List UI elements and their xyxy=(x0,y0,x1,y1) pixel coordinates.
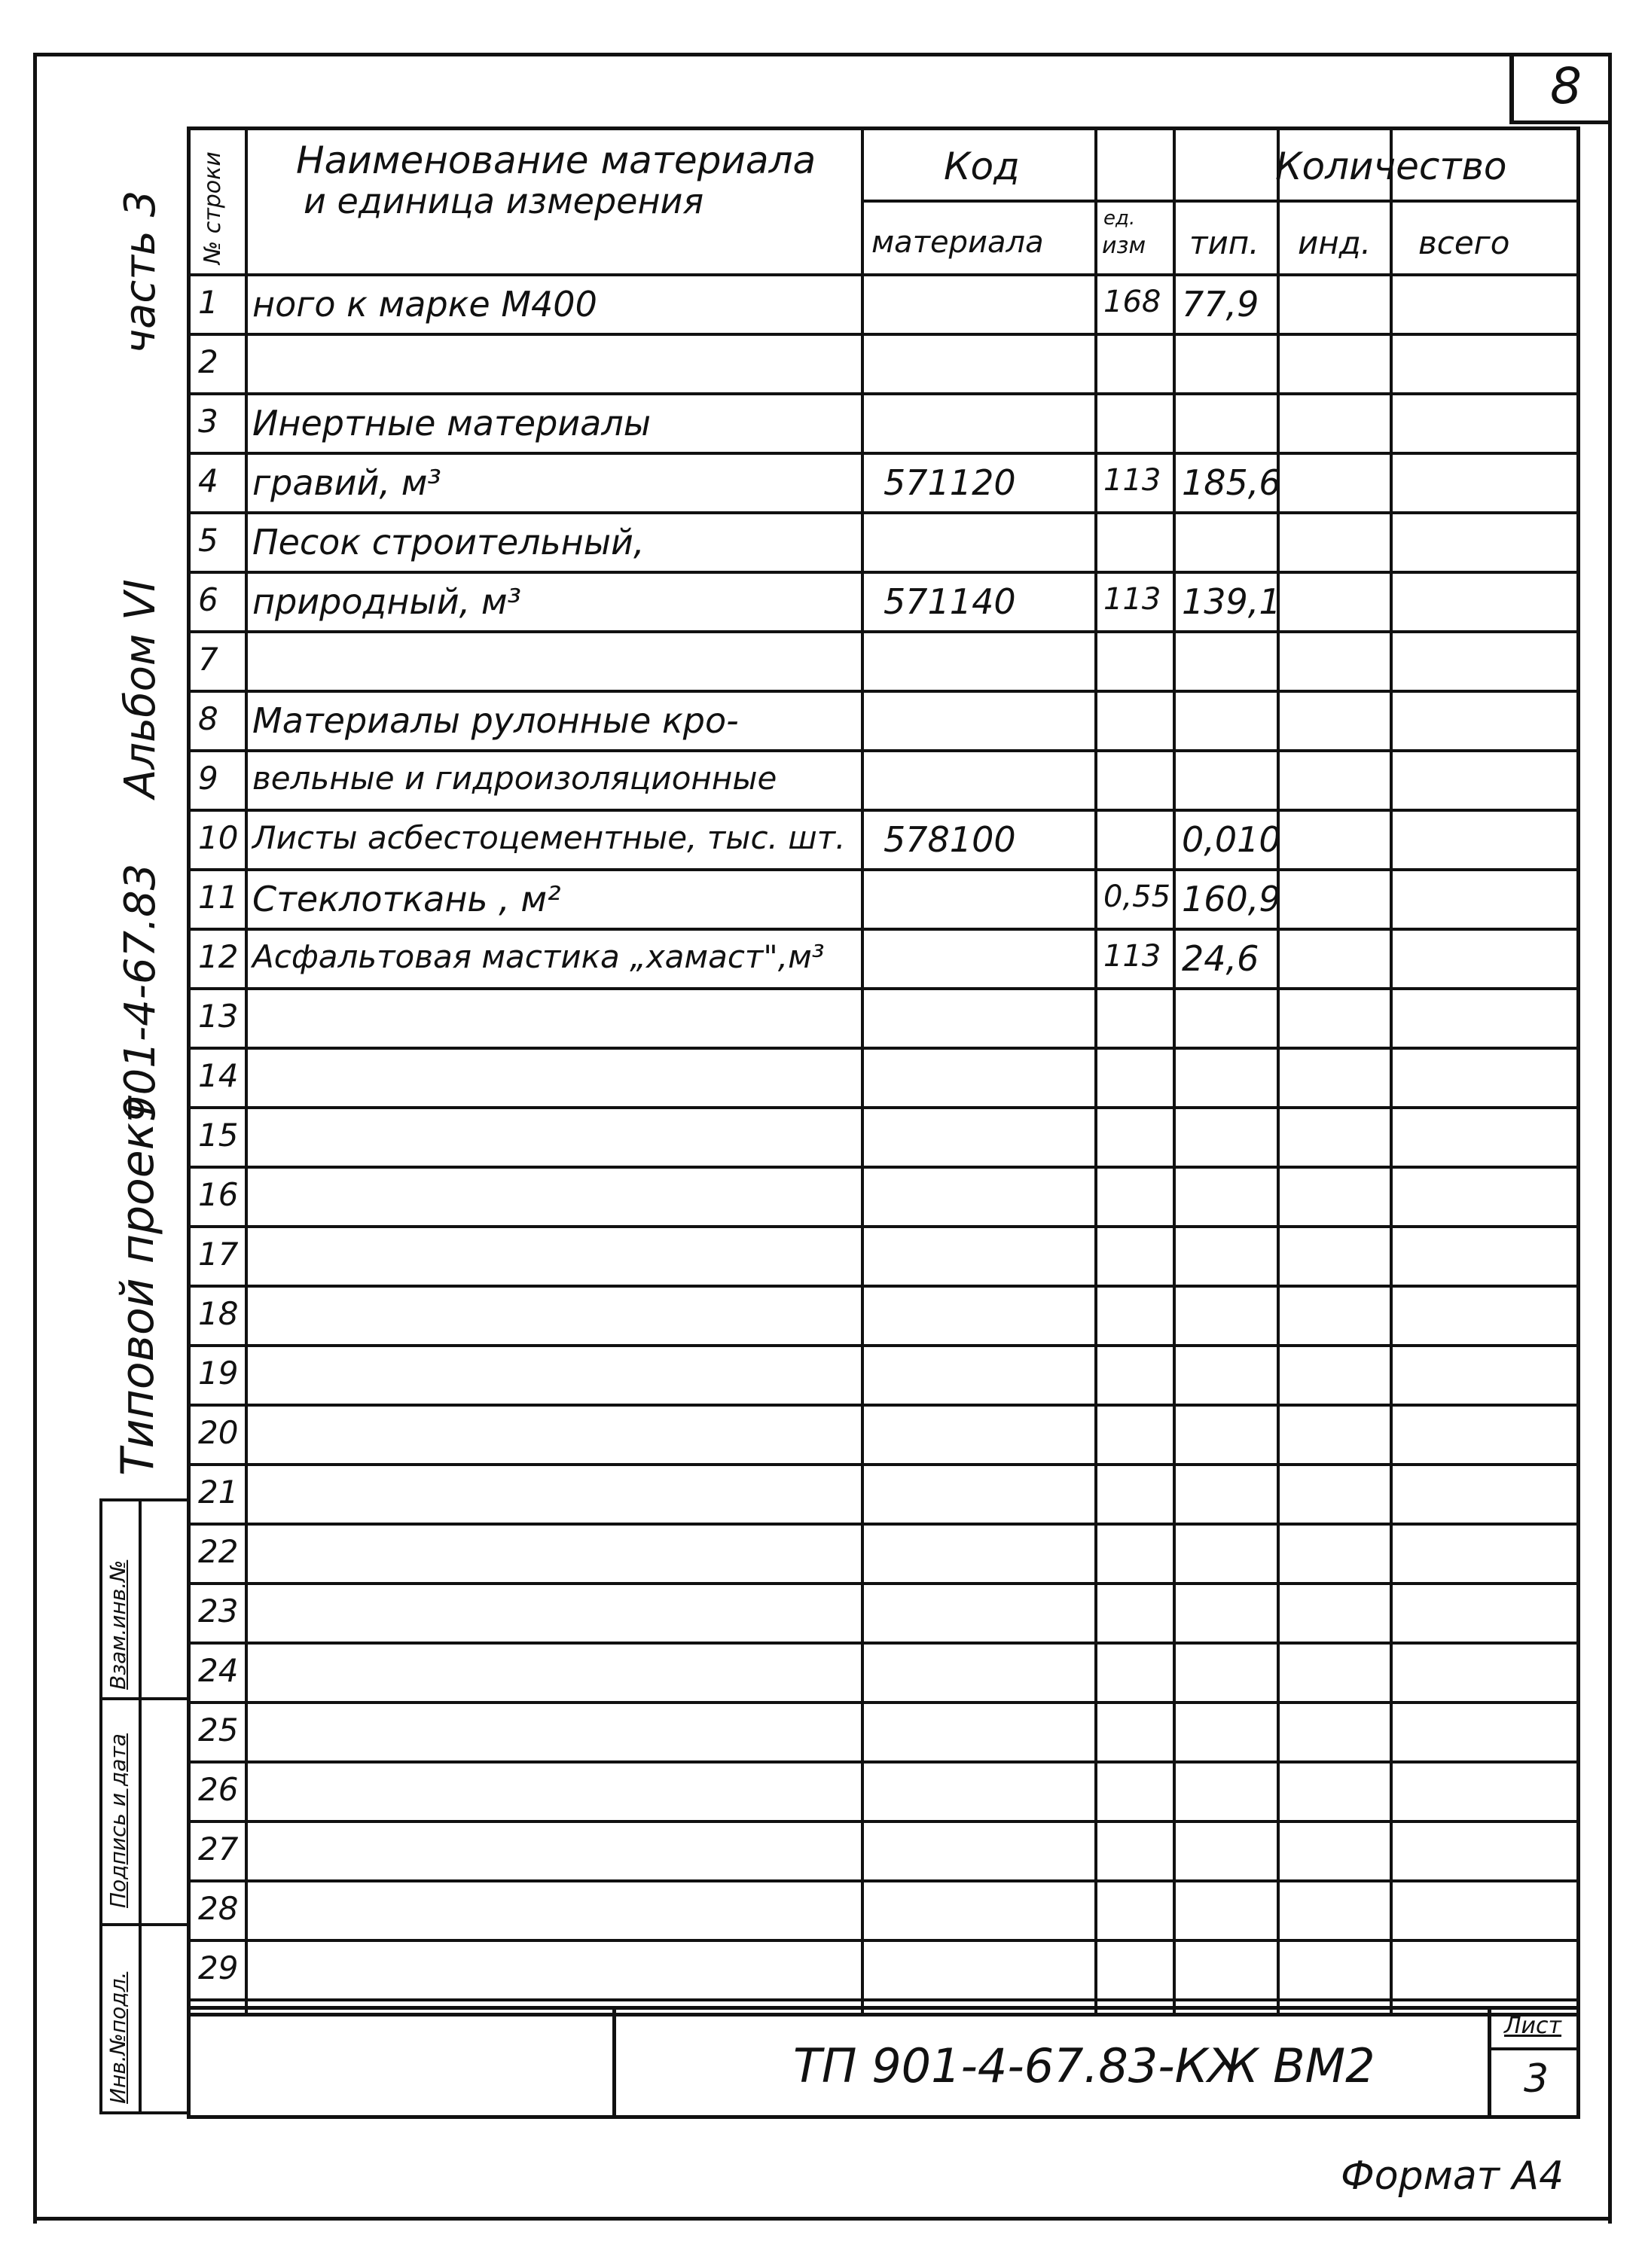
row-unit: 113 xyxy=(1103,463,1161,498)
row-number: 26 xyxy=(198,1771,239,1808)
row-typ: 160,9 xyxy=(1182,879,1281,919)
row-separator xyxy=(191,1998,1576,2001)
stamp-replace-label: Взам.инв.№ xyxy=(105,1559,130,1690)
sheet-value: 3 xyxy=(1524,2056,1549,2102)
row-number: 5 xyxy=(198,522,218,559)
row-separator xyxy=(191,1047,1576,1050)
col-qty-typ-header: тип. xyxy=(1189,224,1259,261)
row-separator xyxy=(191,452,1576,455)
row-number: 29 xyxy=(198,1949,239,1986)
row-name: ного к марке М400 xyxy=(252,284,597,325)
row-separator xyxy=(191,511,1576,514)
row-number: 11 xyxy=(198,879,239,916)
row-number: 24 xyxy=(198,1652,239,1689)
row-number: 18 xyxy=(198,1295,239,1332)
stamp-signature-label: Подпись и дата xyxy=(105,1733,130,1908)
row-code: 571140 xyxy=(884,581,1016,622)
col-name-header-line1: Наименование материала xyxy=(296,139,816,182)
row-number: 7 xyxy=(198,641,218,678)
row-separator xyxy=(191,1701,1576,1704)
side-project-title: Типовой проект xyxy=(111,1096,164,1476)
col-code-unit-header-l1: ед. xyxy=(1103,207,1136,230)
col-name-header-line2: и единица измерения xyxy=(304,181,704,221)
row-code: 578100 xyxy=(884,819,1016,860)
row-number: 3 xyxy=(198,403,218,440)
row-number: 28 xyxy=(198,1890,239,1927)
row-separator xyxy=(191,1225,1576,1228)
row-number: 19 xyxy=(198,1355,239,1392)
row-separator xyxy=(191,571,1576,574)
materials-table xyxy=(187,127,1580,2017)
row-separator xyxy=(191,987,1576,990)
col-qty-total-header: всего xyxy=(1418,224,1510,261)
row-separator xyxy=(191,392,1576,395)
stamp-inv-label: Инв.№подл. xyxy=(105,1971,130,2104)
row-number: 25 xyxy=(198,1712,239,1748)
row-separator xyxy=(191,1939,1576,1942)
bottom-border xyxy=(33,2217,1610,2221)
row-typ: 0,010 xyxy=(1182,819,1281,860)
row-number: 2 xyxy=(198,343,218,380)
col-code-header: Код xyxy=(944,145,1020,188)
side-part-label: часть 3 xyxy=(116,190,165,354)
row-unit: 113 xyxy=(1103,582,1161,617)
row-number: 13 xyxy=(198,998,239,1035)
side-album-label: Альбом VI xyxy=(116,579,165,798)
row-typ: 139,1 xyxy=(1182,581,1281,622)
row-number: 10 xyxy=(198,819,239,856)
sheet-number-box xyxy=(1509,53,1609,124)
row-typ: 185,6 xyxy=(1182,462,1281,503)
row-name: Песок строительный, xyxy=(252,522,645,562)
row-separator xyxy=(191,1820,1576,1823)
row-separator xyxy=(191,928,1576,931)
row-name: Асфальтовая мастика „хамаст",м³ xyxy=(252,938,825,975)
row-number: 9 xyxy=(198,760,218,797)
row-typ: 24,6 xyxy=(1182,938,1259,979)
row-name: Стеклоткань , м² xyxy=(252,879,561,919)
row-number: 20 xyxy=(198,1414,239,1451)
row-typ: 77,9 xyxy=(1182,284,1259,325)
row-name: вельные и гидроизоляционные xyxy=(252,760,777,797)
row-number: 6 xyxy=(198,581,218,618)
sheet-label: Лист xyxy=(1504,2013,1562,2039)
document-code: ТП 901-4-67.83-КЖ ВМ2 xyxy=(793,2038,1375,2093)
row-number: 22 xyxy=(198,1533,239,1570)
row-code: 571120 xyxy=(884,462,1016,503)
row-number: 14 xyxy=(198,1057,239,1094)
approval-stamp xyxy=(99,1498,190,2114)
row-number: 21 xyxy=(198,1474,239,1510)
sheet-number: 8 xyxy=(1550,57,1582,115)
row-unit: 0,55 xyxy=(1103,879,1171,914)
row-separator xyxy=(191,333,1576,336)
row-number: 17 xyxy=(198,1236,239,1273)
row-separator xyxy=(191,1523,1576,1526)
side-project-code: 901-4-67.83 xyxy=(116,863,165,1122)
col-qty-ind-header: инд. xyxy=(1298,224,1372,261)
col-quantity-header: Количество xyxy=(1275,145,1507,188)
row-name: гравий, м³ xyxy=(252,462,441,503)
row-separator xyxy=(191,1582,1576,1585)
row-number: 16 xyxy=(198,1176,239,1213)
row-separator xyxy=(191,1642,1576,1645)
row-separator xyxy=(191,868,1576,871)
row-separator xyxy=(191,1344,1576,1347)
col-code-material-header: материала xyxy=(871,225,1044,260)
row-separator xyxy=(191,1404,1576,1407)
row-separator xyxy=(191,630,1576,633)
row-separator xyxy=(191,1760,1576,1763)
row-name: природный, м³ xyxy=(252,581,521,622)
row-name: Инертные материалы xyxy=(252,403,652,444)
row-unit: 113 xyxy=(1103,939,1161,974)
row-separator xyxy=(191,809,1576,812)
col-rownum-header: № строки xyxy=(200,151,226,264)
row-separator xyxy=(191,749,1576,752)
row-unit: 168 xyxy=(1103,285,1161,319)
row-number: 4 xyxy=(198,462,218,499)
row-number: 8 xyxy=(198,700,218,737)
row-separator xyxy=(191,1166,1576,1169)
row-name: Материалы рулонные кро- xyxy=(252,700,739,741)
row-separator xyxy=(191,1285,1576,1288)
row-number: 23 xyxy=(198,1593,239,1629)
col-code-unit-header-l2: изм xyxy=(1102,233,1146,259)
row-separator xyxy=(191,1463,1576,1466)
row-number: 12 xyxy=(198,938,239,975)
row-name: Листы асбестоцементные, тыс. шт. xyxy=(252,819,846,856)
row-separator xyxy=(191,1879,1576,1882)
format-label: Формат А4 xyxy=(1341,2154,1564,2199)
row-number: 1 xyxy=(198,284,218,321)
row-number: 15 xyxy=(198,1117,239,1154)
row-number: 27 xyxy=(198,1831,239,1867)
row-separator xyxy=(191,1106,1576,1109)
row-separator xyxy=(191,690,1576,693)
title-block xyxy=(187,2006,1580,2119)
